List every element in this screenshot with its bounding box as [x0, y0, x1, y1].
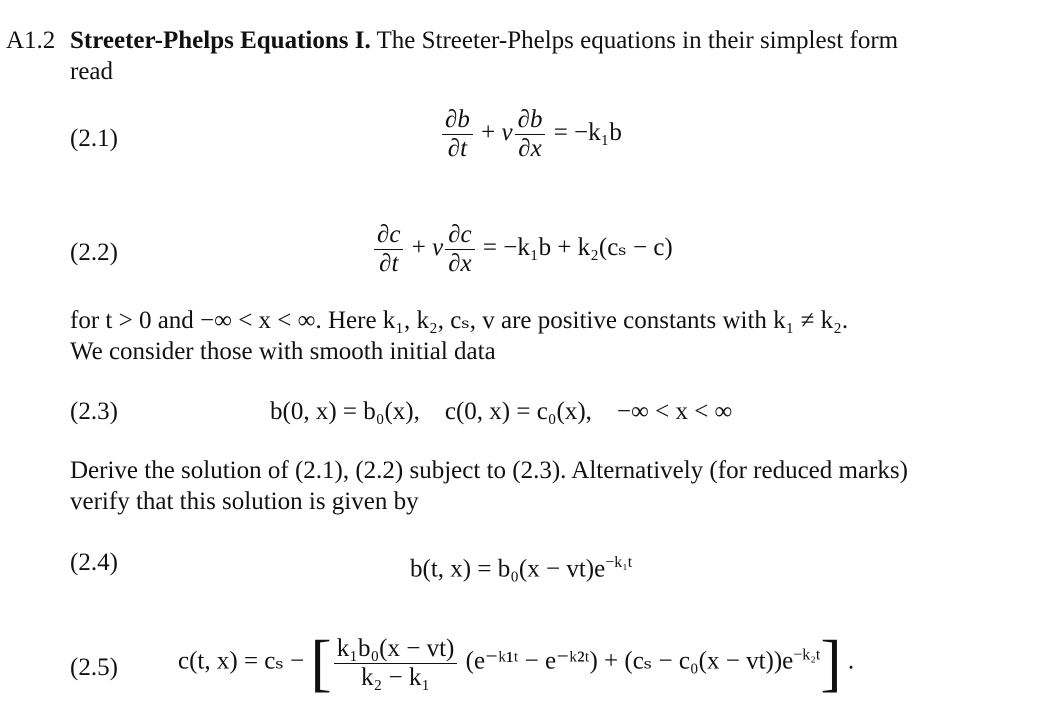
equation-2-5: c(t, x) = cₛ − [ $\frac{\text{k₁b₀(x − vt)}}{\text{k₂ − k₁}}$ (e⁻ᵏ¹ᵗ − e⁻ᵏ²ᵗ) + $(c_s - c_0(x - vt))e^{-k_2t}$] .: [178, 627, 855, 698]
problem-intro: The Streeter-Phelps equations in their simplest form: [376, 27, 899, 54]
equation-2-3: b(0, x) = b₀(x), c(0, x) = c₀(x), −∞ < x < ∞: [270, 398, 733, 425]
left-bracket: [: [310, 627, 332, 698]
equation-2-5-tail: (e⁻ᵏ¹ᵗ − e⁻ᵏ²ᵗ) + (cₛ − c₀(x − vt))e: [465, 647, 794, 675]
equation-tag-2-3: (2.3): [70, 398, 118, 425]
paragraph-verify: verify that this solution is given by: [70, 488, 419, 515]
problem-heading: [70, 26, 898, 56]
equation-2-2: $\frac{\partial c}{\partial t}$ + v $\frac{\partial c}{\partial x}$ = −k₁b + k₂(cₛ − c): [372, 221, 673, 278]
fraction-denominator: k₂ − k₁: [361, 663, 431, 691]
equation-tag-2-1: (2.1): [70, 125, 118, 152]
fraction-db-dx: $\frac{\partial b}{\partial x}$: [515, 106, 546, 163]
equation-2-4-body: b(t, x) = b₀(x − vt)e: [410, 555, 606, 583]
equation-2-5-exponent: −k₂t: [793, 646, 821, 664]
equation-2-1-rhs: = −k₁b: [553, 119, 622, 147]
equation-tag-2-2: (2.2): [70, 239, 118, 266]
equation-2-4: [410, 548, 632, 584]
fraction-dc-dx: $\frac{\partial c}{\partial x}$: [445, 221, 474, 278]
fraction-dc-dt: $\frac{\partial c}{\partial t}$: [374, 221, 403, 278]
equation-tag-2-4: (2.4): [70, 549, 118, 576]
equation-2-5-lhs: c(t, x) = cₛ −: [178, 647, 305, 675]
paragraph-derive: Derive the solution of (2.1), (2.2) subject to (2.3). Alternatively (for reduced marks): [70, 457, 908, 484]
fraction-db-dt: $\frac{\partial b}{\partial t}$: [442, 106, 473, 163]
fraction-numerator: k₁b₀(x − vt): [334, 635, 458, 664]
equation-2-2-rhs: = −k₁b + k₂(cₛ − c): [482, 234, 673, 262]
right-bracket: ]: [820, 627, 842, 698]
problem-title: Streeter-Phelps Equations I.: [70, 27, 371, 54]
equation-2-1: $\frac{\partial b}{\partial t}$ + v $\frac{\partial b}{\partial x}$ = −k₁b: [440, 106, 622, 163]
problem-number: A1.2: [6, 27, 56, 54]
equation-tag-2-5: (2.5): [70, 654, 118, 681]
paragraph-constants: for t > 0 and −∞ < x < ∞. Here k₁, k₂, cₛ, v are positive constants with k₁ ≠ k₂.: [70, 307, 849, 334]
paragraph-initial-data: We consider those with smooth initial data: [70, 338, 496, 365]
problem-intro-continued: read: [70, 58, 114, 85]
fraction-k1b0-over-k2-k1: [334, 635, 458, 692]
equation-2-4-exponent: −k₁t: [605, 554, 633, 571]
